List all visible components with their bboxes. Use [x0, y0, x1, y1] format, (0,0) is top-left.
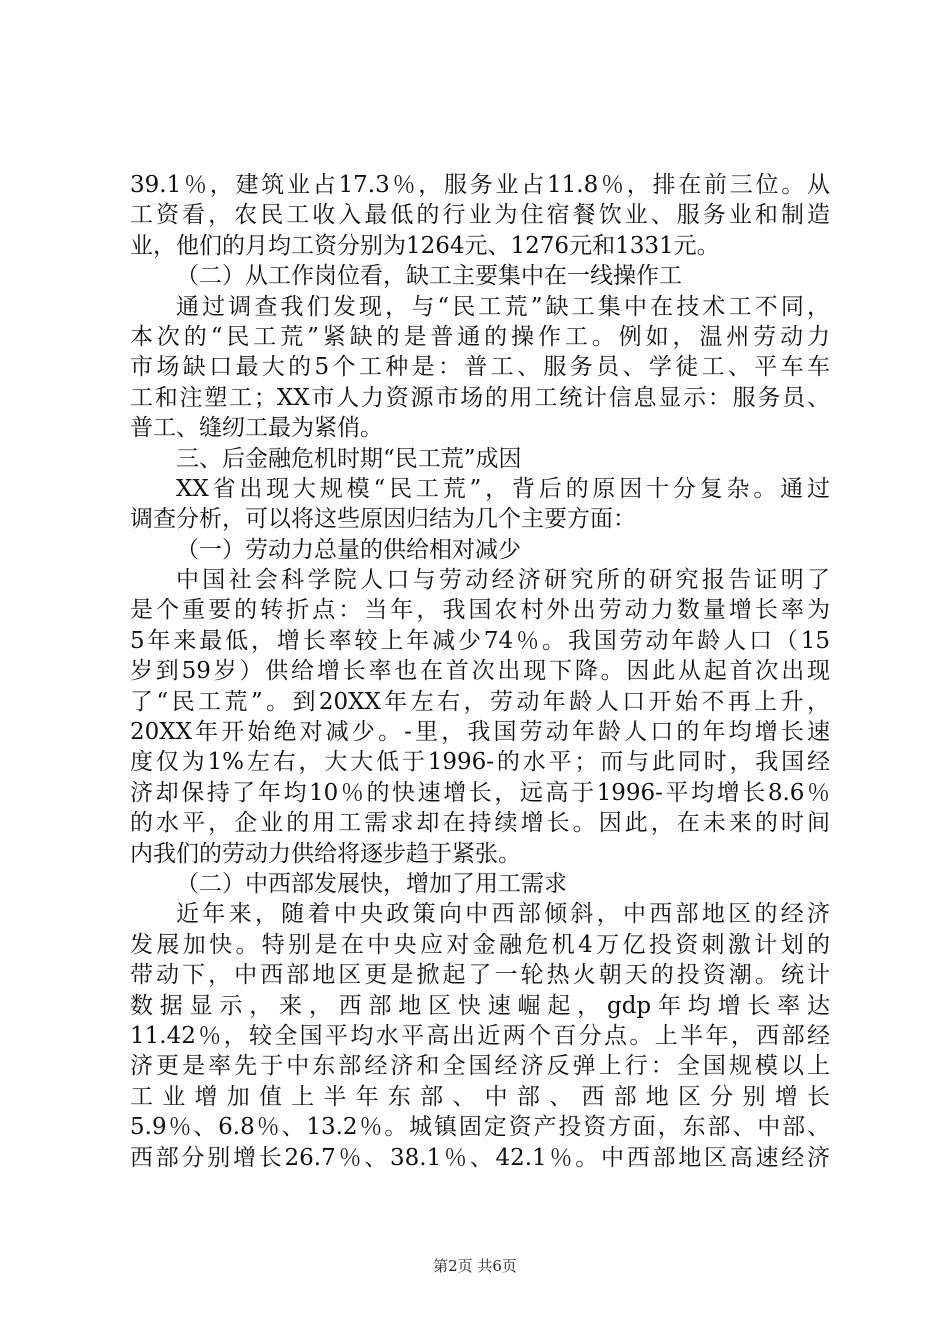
text-line: 近年来，随着中央政策向中西部倾斜，中西部地区的经济 — [176, 901, 830, 928]
text-line: 带动下，中西部地区更是掀起了一轮热火朝天的投资潮。统计 — [130, 962, 830, 989]
text-line: 本次的“民工荒”紧缺的是普通的操作工。例如，温州劳动力 — [130, 323, 830, 350]
text-line: 工和注塑工；XX市人力资源市场的用工统计信息显示：服务员、 — [130, 384, 830, 411]
text-line: 中国社会科学院人口与劳动经济研究所的研究报告证明了 — [176, 567, 830, 594]
text-line: （一）劳动力总量的供给相对减少 — [176, 536, 521, 563]
text-line: 岁到59岁）供给增长率也在首次出现下降。因此从起首次出现 — [130, 658, 830, 685]
text-line: 工资看，农民工收入最低的行业为住宿餐饮业、服务业和制造 — [130, 202, 830, 229]
text-line: （二）中西部发展快，增加了用工需求 — [176, 870, 567, 897]
text-line: 内我们的劳动力供给将逐步趋于紧张。 — [130, 840, 521, 867]
text-line: 普工、缝纫工最为紧俏。 — [130, 415, 383, 442]
text-line: 济更是率先于中东部经济和全国经济反弹上行：全国规模以上 — [130, 1053, 830, 1080]
text-line: 了“民工荒”。到20XX年左右，劳动年龄人口开始不再上升， — [130, 688, 830, 715]
text-line: （二）从工作岗位看，缺工主要集中在一线操作工 — [176, 263, 682, 290]
text-line: 5年来最低，增长率较上年减少74％。我国劳动年龄人口（15 — [130, 627, 830, 654]
document-body — [130, 170, 830, 1173]
text-line: 三、后金融危机时期“民工荒”成因 — [176, 445, 522, 472]
text-line: 通过调查我们发现，与“民工荒”缺工集中在技术工不同， — [176, 293, 830, 320]
text-line: 的水平，企业的用工需求却在持续增长。因此，在未来的时间 — [130, 810, 830, 837]
page-footer: 第2页 共6页 — [433, 1257, 517, 1275]
text-line: 市场缺口最大的5个工种是：普工、服务员、学徒工、平车车 — [130, 354, 830, 381]
text-line: 工业增加值上半年东部、中部、西部地区分别增长 — [130, 1083, 830, 1110]
text-line: 发展加快。特别是在中央应对金融危机4万亿投资刺激计划的 — [130, 931, 830, 958]
text-line: 济却保持了年均10％的快速增长，远高于1996-平均增长8.6％ — [130, 779, 830, 806]
text-line: 11.42％，较全国平均水平高出近两个百分点。上半年，西部经 — [130, 1022, 830, 1049]
text-line: 5.9％、6.8％、13.2％。城镇固定资产投资方面，东部、中部、 — [130, 1114, 830, 1141]
text-line: 西部分别增长26.7％、38.1％、42.1％。中西部地区高速经济 — [130, 1144, 830, 1171]
text-line: 度仅为1%左右，大大低于1996-的水平；而与此同时，我国经 — [130, 749, 830, 776]
text-line: 是个重要的转折点：当年，我国农村外出劳动力数量增长率为 — [130, 597, 830, 624]
text-line: 数据显示，来，西部地区快速崛起，gdp年均增长率达 — [130, 992, 830, 1019]
text-line: XX省出现大规模“民工荒”，背后的原因十分复杂。通过 — [176, 475, 830, 502]
text-line: 业，他们的月均工资分别为1264元、1276元和1331元。 — [130, 232, 720, 259]
text-line: 39.1％，建筑业占17.3％，服务业占11.8％，排在前三位。从 — [130, 172, 830, 198]
text-line: 20XX年开始绝对减少。-里，我国劳动年龄人口的年均增长速 — [130, 719, 830, 746]
text-line: 调查分析，可以将这些原因归结为几个主要方面： — [130, 506, 636, 533]
